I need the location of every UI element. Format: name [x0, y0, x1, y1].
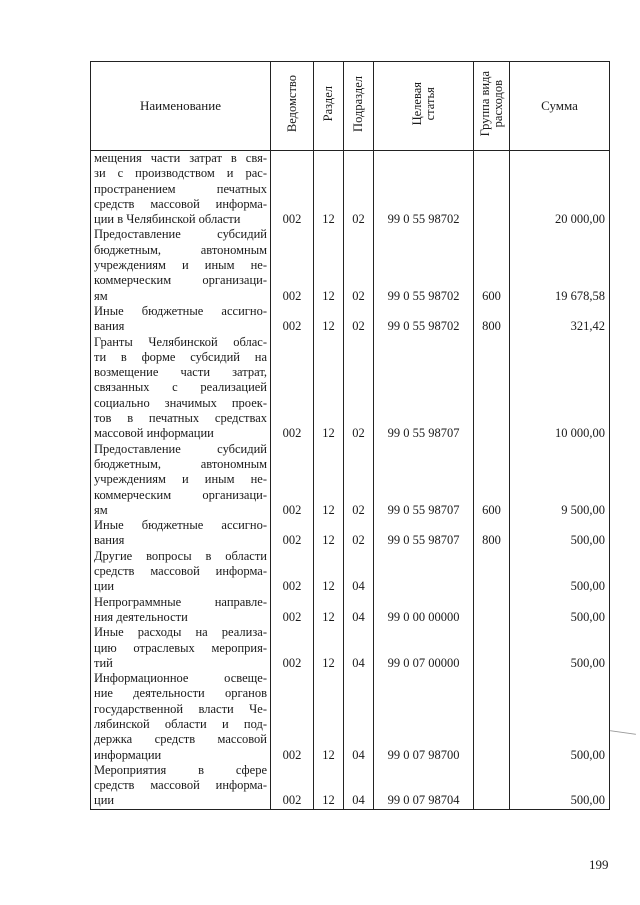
row-podrazdel: 04 [344, 625, 374, 671]
row-name-line: Другие вопросы в области [94, 548, 267, 563]
row-name-line: ции в Челябинской области [94, 212, 241, 227]
row-celevaya: 99 0 55 98707 [374, 335, 474, 442]
row-podrazdel: 04 [344, 763, 374, 809]
row-name-line: средств массовой информа- [94, 196, 267, 211]
row-podrazdel: 04 [344, 671, 374, 763]
row-name-line: вания [94, 533, 125, 548]
row-name-line: ям [94, 288, 108, 303]
row-name-line: тов в печатных средствах [94, 411, 267, 426]
row-gruppa [474, 625, 510, 671]
row-name [91, 625, 271, 671]
row-vedomstvo: 002 [271, 518, 314, 549]
row-podrazdel: 04 [344, 595, 374, 626]
row-summa: 500,00 [510, 518, 610, 549]
row-name [91, 335, 271, 442]
row-name-line: коммерческим организаци- [94, 273, 267, 288]
row-name-line: государственной власти Че- [94, 701, 267, 716]
row-celevaya: 99 0 07 98704 [374, 763, 474, 809]
row-vedomstvo: 002 [271, 442, 314, 518]
row-gruppa [474, 671, 510, 763]
row-gruppa [474, 595, 510, 626]
row-gruppa [474, 763, 510, 809]
row-name-line: Гранты Челябинской облас- [94, 334, 267, 349]
header-podrazdel: Подраздел [344, 62, 374, 151]
row-celevaya: 99 0 55 98702 [374, 304, 474, 335]
row-vedomstvo: 002 [271, 227, 314, 303]
row-name [91, 549, 271, 595]
table-row [91, 549, 610, 595]
row-name-line: тий [94, 655, 113, 670]
row-name [91, 304, 271, 335]
row-name-line: информации [94, 747, 162, 762]
row-podrazdel: 02 [344, 442, 374, 518]
row-summa: 500,00 [510, 763, 610, 809]
table-row [91, 227, 610, 303]
table-row [91, 442, 610, 518]
row-vedomstvo: 002 [271, 304, 314, 335]
row-celevaya: 99 0 07 98700 [374, 671, 474, 763]
row-name-line: пространением печатных [94, 181, 267, 196]
row-name-line: связанных с реализацией [94, 380, 267, 395]
row-razdel: 12 [314, 549, 344, 595]
row-summa: 10 000,00 [510, 335, 610, 442]
header-name: Наименование [91, 62, 271, 151]
row-summa: 321,42 [510, 304, 610, 335]
table-row [91, 763, 610, 809]
row-name-line: зи с производством и рас- [94, 166, 267, 181]
row-name [91, 595, 271, 626]
row-summa: 500,00 [510, 671, 610, 763]
row-razdel: 12 [314, 227, 344, 303]
row-name-line: Мероприятия в сфере [94, 762, 267, 777]
row-celevaya: 99 0 55 98702 [374, 227, 474, 303]
row-summa: 500,00 [510, 549, 610, 595]
row-name [91, 151, 271, 228]
row-vedomstvo: 002 [271, 335, 314, 442]
row-razdel: 12 [314, 518, 344, 549]
row-podrazdel: 02 [344, 304, 374, 335]
row-name-line: ции [94, 579, 115, 594]
row-name-line: бюджетным, автономным [94, 456, 267, 471]
table-row [91, 151, 610, 228]
row-celevaya: 99 0 07 00000 [374, 625, 474, 671]
row-vedomstvo: 002 [271, 763, 314, 809]
row-name-line: Иные бюджетные ассигно- [94, 303, 267, 318]
header-celevaya: Целевая статья [374, 62, 474, 151]
row-razdel: 12 [314, 151, 344, 228]
row-vedomstvo: 002 [271, 549, 314, 595]
row-summa: 500,00 [510, 625, 610, 671]
header-vedomstvo: Ведомство [271, 62, 314, 151]
row-gruppa: 600 [474, 227, 510, 303]
row-celevaya [374, 549, 474, 595]
row-razdel: 12 [314, 763, 344, 809]
row-celevaya: 99 0 55 98707 [374, 442, 474, 518]
row-gruppa [474, 549, 510, 595]
row-name-line: средств массовой информа- [94, 778, 267, 793]
row-vedomstvo: 002 [271, 151, 314, 228]
row-name-line: социально значимых проек- [94, 395, 267, 410]
table-row [91, 304, 610, 335]
row-name [91, 763, 271, 809]
row-name-line: Иные бюджетные ассигно- [94, 518, 267, 533]
row-vedomstvo: 002 [271, 625, 314, 671]
row-razdel: 12 [314, 595, 344, 626]
row-name-line: ции [94, 793, 115, 808]
row-name-line: учреждениям и иным не- [94, 472, 267, 487]
row-name [91, 442, 271, 518]
row-razdel: 12 [314, 442, 344, 518]
row-name-line: цию отраслевых мероприя- [94, 640, 267, 655]
row-gruppa [474, 151, 510, 228]
row-name-line: ям [94, 502, 108, 517]
row-gruppa [474, 335, 510, 442]
row-name-line: Непрограммные направле- [94, 594, 267, 609]
row-name-line: средств массовой информа- [94, 564, 267, 579]
row-summa: 500,00 [510, 595, 610, 626]
budget-table [90, 61, 610, 810]
table-row [91, 518, 610, 549]
table-row [91, 625, 610, 671]
row-razdel: 12 [314, 304, 344, 335]
row-summa: 9 500,00 [510, 442, 610, 518]
header-row [91, 62, 610, 151]
header-gruppa: Группа вида расходов [474, 62, 510, 151]
row-name-line: ния деятельности [94, 609, 188, 624]
row-vedomstvo: 002 [271, 671, 314, 763]
row-name-line: Предоставление субсидий [94, 441, 267, 456]
row-vedomstvo: 002 [271, 595, 314, 626]
scan-mark [610, 730, 636, 735]
table-row [91, 595, 610, 626]
row-celevaya: 99 0 55 98707 [374, 518, 474, 549]
row-celevaya: 99 0 55 98702 [374, 151, 474, 228]
row-name-line: держка средств массовой [94, 732, 267, 747]
header-razdel: Раздел [314, 62, 344, 151]
row-razdel: 12 [314, 335, 344, 442]
row-razdel: 12 [314, 671, 344, 763]
row-name-line: лябинской области и под- [94, 716, 267, 731]
row-summa: 19 678,58 [510, 227, 610, 303]
row-gruppa: 800 [474, 518, 510, 549]
row-name-line: Иные расходы на реализа- [94, 625, 267, 640]
row-podrazdel: 02 [344, 335, 374, 442]
table-row [91, 671, 610, 763]
row-podrazdel: 02 [344, 227, 374, 303]
row-gruppa: 600 [474, 442, 510, 518]
row-name-line: вания [94, 319, 125, 334]
row-name-line: мещения части затрат в свя- [94, 151, 267, 165]
row-summa: 20 000,00 [510, 151, 610, 228]
row-name-line: массовой информации [94, 426, 214, 441]
row-gruppa: 800 [474, 304, 510, 335]
row-podrazdel: 02 [344, 151, 374, 228]
row-name-line: ти в форме субсидий на [94, 349, 267, 364]
row-podrazdel: 02 [344, 518, 374, 549]
row-name [91, 227, 271, 303]
row-name [91, 518, 271, 549]
row-name-line: возмещение части затрат, [94, 365, 267, 380]
row-name-line: Предоставление субсидий [94, 227, 267, 242]
row-celevaya: 99 0 00 00000 [374, 595, 474, 626]
row-name-line: Информационное освеще- [94, 671, 267, 686]
table-row [91, 335, 610, 442]
page-number: 199 [589, 857, 609, 872]
row-name [91, 671, 271, 763]
row-name-line: коммерческим организаци- [94, 487, 267, 502]
row-name-line: бюджетным, автономным [94, 242, 267, 257]
header-summa: Сумма [510, 62, 610, 151]
row-name-line: учреждениям и иным не- [94, 258, 267, 273]
row-podrazdel: 04 [344, 549, 374, 595]
row-razdel: 12 [314, 625, 344, 671]
row-name-line: ние деятельности органов [94, 686, 267, 701]
